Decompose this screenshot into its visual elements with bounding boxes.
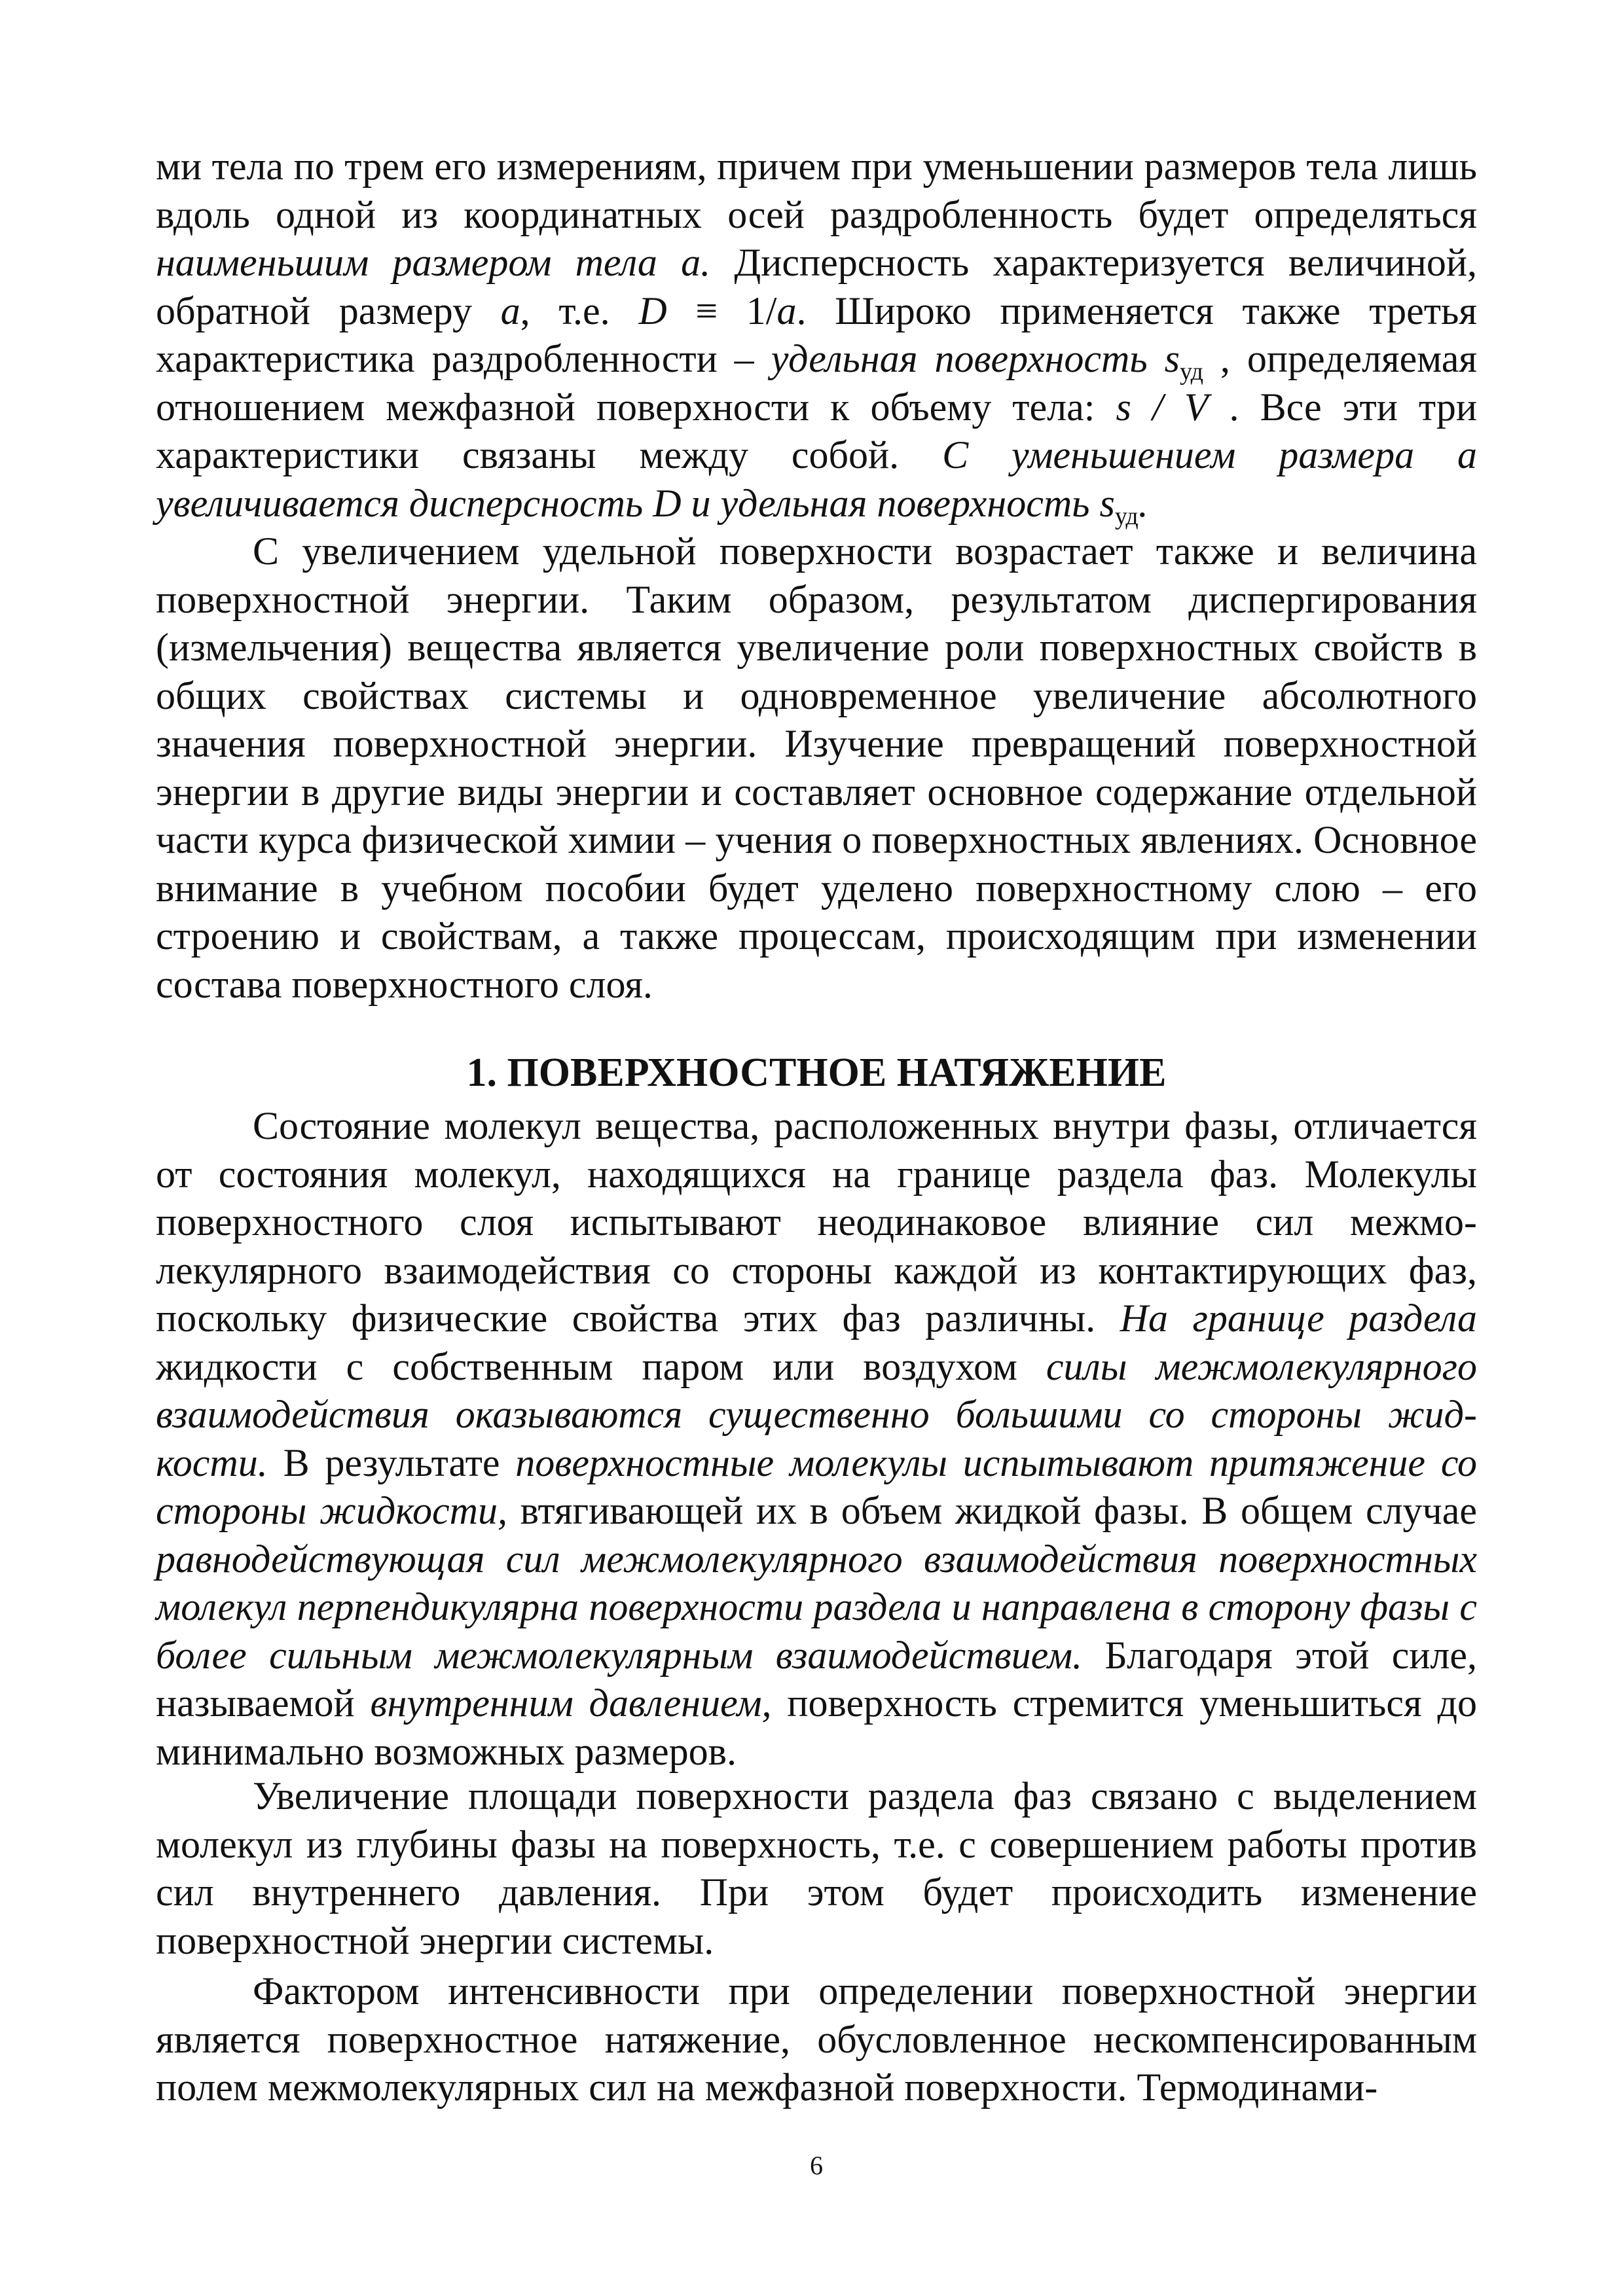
text-run: Дисперсность характеризуется величиной, обратной размеру <box>156 241 1478 332</box>
section-heading: 1. ПОВЕРХНОСТНОЕ НАТЯЖЕНИЕ <box>466 1050 1167 1095</box>
emphasis-run: силы межмолекулярного взаимодействия оказываются существенно большими со стороны жидкости. <box>156 1344 1478 1484</box>
emphasis-run: На границе раздела <box>1120 1297 1477 1340</box>
text-run: втягивающей их в объем жидкой фазы. В общем случае <box>507 1489 1477 1532</box>
text-run: ≡ 1/ <box>666 289 777 332</box>
text-run: ми тела по трем его измерениям, причем при уменьшении размеров тела лишь вдоль одной из координатных осей раздробленность будет определяться <box>156 145 1477 236</box>
text-run: жидкости с собственным паром или воздухом <box>156 1344 1046 1388</box>
emphasis-run: внутренним давлением, <box>370 1681 772 1725</box>
paragraph-molecular-state <box>156 1102 1477 1776</box>
paragraph-intensity-factor: Фактором интенсивности при определении поверхностной энергии является поверхностное натяжение, обусловленное нескомпенсированным полем межмолекулярных сил на межфазной поверхности. Термодинами- <box>156 1969 1477 2109</box>
emphasis-run: . <box>1138 481 1148 525</box>
paragraph-dispersity <box>156 143 1477 528</box>
subscript: уд <box>1114 502 1139 530</box>
emphasis-run: a <box>500 289 520 332</box>
paragraph-surface-area: Увеличение площади поверхности раздела фаз связано с выделением молекул из глубины фазы на поверхность, т.е. с совершением работы против сил внутреннего давления. При этом будет происходить изменение поверхностной энергии системы. <box>156 1774 1477 1962</box>
text-run: Благодаря этой силе, называемой <box>156 1633 1478 1725</box>
emphasis-run: наименьшим размером тела a. <box>156 241 711 284</box>
text-run: . Все эти три характеристики связаны между собой. <box>156 385 1477 476</box>
paragraph-surface-energy: С увеличением удельной поверхности возрастает также и величина поверхностной энергии. Таким образом, результатом диспергирования (измельчения) вещества является увеличение роли поверхностных свойств в общих свойствах системы и одновременное увеличение абсолютного значения поверхностной энергии. Изучение превращений поверхностной энергии в другие виды энергии и составляет основное содержание отдельной части курса физической химии – учения о поверхностных явлениях. Основное внимание в учебном пособии будет уделено поверхностному слою – его строению и свойствам, а также процессам, происходящим при изменении состава поверхностного слоя. <box>156 529 1477 1006</box>
text-run: , т.е. <box>520 289 639 332</box>
emphasis-run: a <box>776 289 797 332</box>
text-run: поверхность стремится уменьшиться до минимально возможных размеров. <box>156 1681 1477 1773</box>
document-page <box>156 0 1477 2296</box>
text-run: , определяемая отношением межфазной поверхности к объему тела: <box>156 337 1477 429</box>
page-number: 6 <box>810 2151 823 2180</box>
emphasis-run: поверхностные молекулы испытывают притяжение со стороны жидкости, <box>156 1441 1477 1532</box>
emphasis-run: С уменьшением размера a увеличивается дисперсность D и удельная поверхность s <box>156 433 1477 525</box>
emphasis-run: удельная поверхность s <box>771 337 1180 380</box>
emphasis-run: s / V <box>1116 385 1209 429</box>
emphasis-run: равнодействующая сил межмолекулярного взаимодействия поверхностных молекул перпендикулярна поверхности раздела и направлена в сторону фазы с более сильным межмолекулярным взаимодействием. <box>156 1537 1477 1677</box>
text-run: В результате <box>267 1441 516 1484</box>
text-run: Состояние молекул вещества, расположенных внутри фазы, отличается от состояния молекул, находящихся на границе раздела фаз. Молекулы поверхностного слоя испытывают неодинаковое влияние сил межмолекулярного взаимодействия со стороны каждой из контактирующих фаз, поскольку физические свойства этих фаз различны. <box>156 1104 1477 1340</box>
subscript: уд <box>1179 358 1203 386</box>
emphasis-run: D <box>638 289 667 332</box>
text-run: . Широко применяется также третья характеристика раздробленности – <box>156 289 1477 380</box>
